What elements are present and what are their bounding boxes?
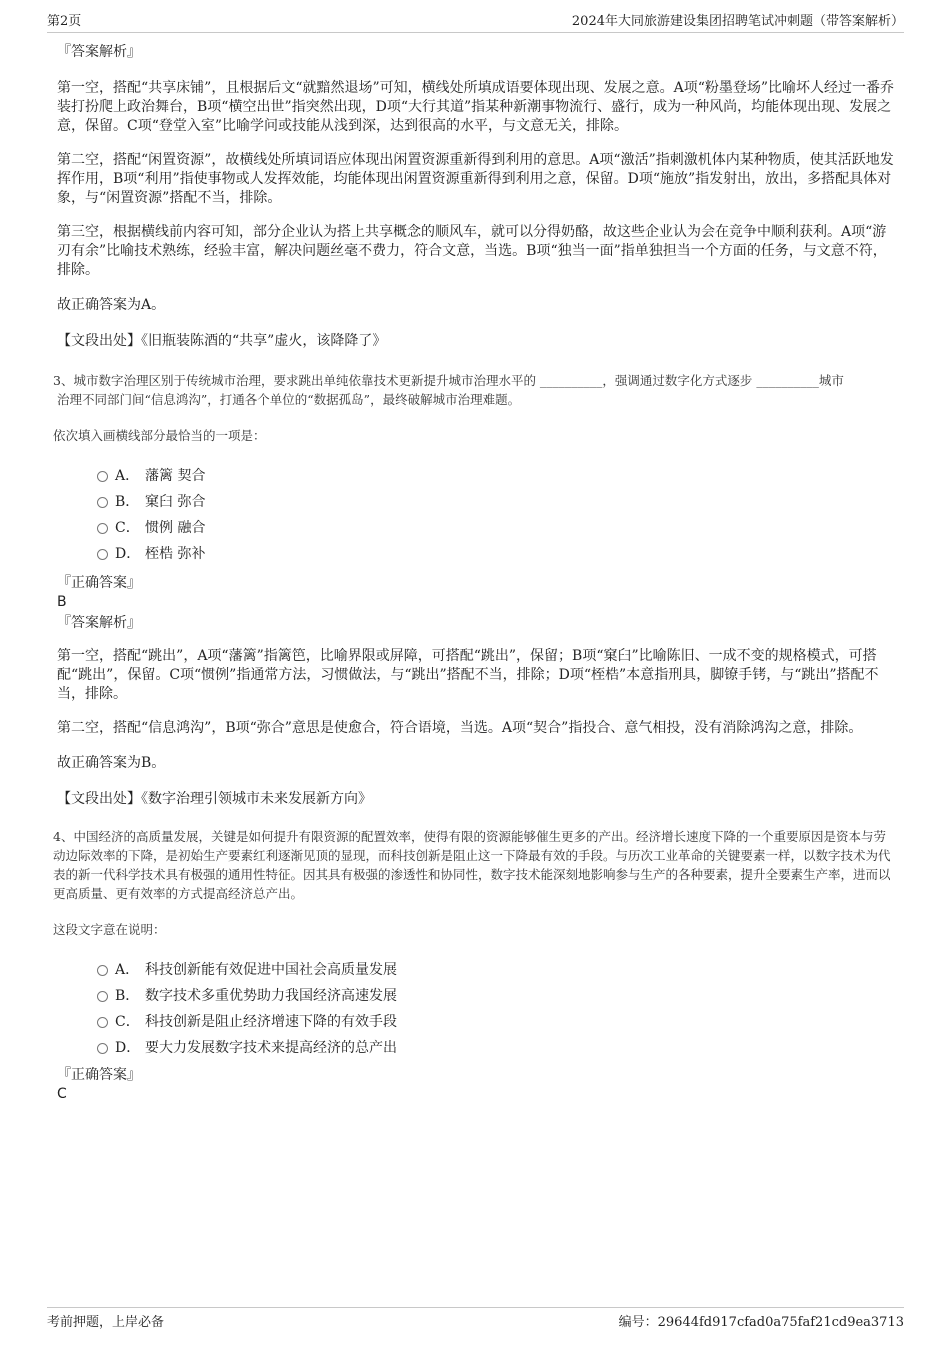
option-text: 窠臼 弥合 xyxy=(145,494,206,510)
page-footer xyxy=(47,1307,904,1332)
question-4 xyxy=(53,827,897,1103)
radio-button[interactable] xyxy=(97,1017,108,1028)
correct-answer: C xyxy=(57,1086,67,1102)
analysis-paragraph: 第二空，搭配“闲置资源”，故横线处所填词语应体现出闲置资源重新得到利用的意思。A项“激活”指刺激机体内某种物质，使其活跃地发挥作用，B项“利用”指使事物或人发挥效能，均能体现出闲置资源重新得到利用之意，保留。D项“施放”指发射出，放出，多搭配具体对象，与“闲置资源”搭配不当，排除。 xyxy=(57,152,894,206)
option-a[interactable]: A． 科技创新能有效促进中国社会高质量发展 xyxy=(57,957,897,983)
radio-button[interactable] xyxy=(97,523,108,534)
option-c[interactable]: C． 惯例 融合 xyxy=(57,515,897,541)
option-text: 科技创新能有效促进中国社会高质量发展 xyxy=(145,962,397,978)
correct-answer-label: 『正确答案』 xyxy=(57,1067,141,1083)
radio-button[interactable] xyxy=(97,991,108,1002)
analysis-paragraph: 第二空，搭配“信息鸿沟”，B项“弥合”意思是使愈合，符合语境，当选。A项“契合”指投合、意气相投，没有消除鸿沟之意，排除。 xyxy=(57,720,863,736)
option-text: 惯例 融合 xyxy=(145,520,206,536)
analysis-paragraph: 第三空，根据横线前内容可知，部分企业认为搭上共享概念的顺风车，就可以分得奶酪，故这些企业认为会在竞争中顺利获利。A项“游刃有余”比喻技术熟练，经验丰富，解决问题丝毫不费力，符合文意，当选。B项“独当一面”指单独担当一个方面的任务，与文意不符，排除。 xyxy=(57,224,887,278)
option-b[interactable]: B． 数字技术多重优势助力我国经济高速发展 xyxy=(57,983,897,1009)
option-b[interactable]: B． 窠臼 弥合 xyxy=(57,489,897,515)
option-text: 藩篱 契合 xyxy=(145,468,206,484)
option-list xyxy=(57,463,897,567)
radio-button[interactable] xyxy=(97,549,108,560)
option-c[interactable]: C． 科技创新是阻止经济增速下降的有效手段 xyxy=(57,1009,897,1035)
document-serial: 编号：29644fd917cfad0a75faf21cd9ea3713 xyxy=(618,1315,904,1330)
analysis-label: 『答案解析』 xyxy=(57,615,141,631)
question-stem: 4、中国经济的高质量发展，关键是如何提升有限资源的配置效率，使得有限的资源能够催生更多的产出。经济增长速度下降的一个重要原因是资本与劳动边际效率的下降，是初始生产要素红利逐渐见顶的显现，而科技创新是阻止这一下降最有效的手段。与历次工业革命的关键要素一样，以数字技术为代表的新一代科学技术具有极强的通用性特征。因其具有极强的渗透性和协同性，数字技术能深刻地影响参与生产的各种要素，提升全要素生产率，进而以更高质量、更有效率的方式提高经济总产出。 xyxy=(53,829,891,901)
question-instruction: 这段文字意在说明： xyxy=(53,922,166,937)
analysis-paragraph: 第一空，搭配“共享床铺”，且根据后文“就黯然退场”可知，横线处所填成语要体现出现、发展之意。A项“粉墨登场”比喻坏人经过一番乔装打扮爬上政治舞台，B项“横空出世”指突然出现，D项“大行其道”指某种新潮事物流行、盛行，成为一种风尚，均能体现出现、发展之意，保留。C项“登堂入室”比喻学问或技能从浅到深，达到很高的水平，与文意无关，排除。 xyxy=(57,80,895,134)
option-text: 要大力发展数字技术来提高经济的总产出 xyxy=(145,1040,397,1056)
radio-button[interactable] xyxy=(97,497,108,508)
document-content xyxy=(53,42,897,1103)
question-instruction: 依次填入画横线部分最恰当的一项是： xyxy=(53,428,266,443)
correct-answer: B xyxy=(57,594,67,610)
question-stem: 3、城市数字治理区别于传统城市治理，要求跳出单纯依靠技术更新提升城市治理水平的 __________，强调通过数字化方式逐步 __________城市 xyxy=(53,373,844,388)
source-citation: 【文段出处】《数字治理引领城市未来发展新方向》 xyxy=(57,791,372,807)
option-d[interactable]: D． 要大力发展数字技术来提高经济的总产出 xyxy=(57,1035,897,1061)
option-d[interactable]: D． 桎梏 弥补 xyxy=(57,541,897,567)
page-header xyxy=(47,12,904,33)
answer-conclusion: 故正确答案为A。 xyxy=(57,297,166,313)
radio-button[interactable] xyxy=(97,1043,108,1054)
radio-button[interactable] xyxy=(97,471,108,482)
question-3 xyxy=(53,371,897,809)
radio-button[interactable] xyxy=(97,965,108,976)
option-text: 桎梏 弥补 xyxy=(145,546,206,562)
source-citation: 【文段出处】《旧瓶装陈酒的“共享”虚火，该降降了》 xyxy=(57,333,387,349)
option-list xyxy=(57,957,897,1061)
correct-answer-label: 『正确答案』 xyxy=(57,575,141,591)
analysis-label: 『答案解析』 xyxy=(57,44,141,60)
question-stem: 治理不同部门间“信息鸿沟”，打通各个单位的“数据孤岛”，最终破解城市治理难题。 xyxy=(57,392,521,407)
option-text: 数字技术多重优势助力我国经济高速发展 xyxy=(145,988,397,1004)
answer-conclusion: 故正确答案为B。 xyxy=(57,755,166,771)
page-number: 第2页 xyxy=(47,14,82,29)
option-text: 科技创新是阻止经济增速下降的有效手段 xyxy=(145,1014,397,1030)
option-a[interactable]: A． 藩篱 契合 xyxy=(57,463,897,489)
document-title: 2024年大同旅游建设集团招聘笔试冲刺题（带答案解析） xyxy=(571,14,904,29)
footer-slogan: 考前押题，上岸必备 xyxy=(47,1315,165,1330)
analysis-paragraph: 第一空，搭配“跳出”，A项“藩篱”指篱笆，比喻界限或屏障，可搭配“跳出”，保留；B项“窠臼”比喻陈旧、一成不变的规格模式，可搭配“跳出”，保留。C项“惯例”指通常方法，习惯做法，与“跳出”搭配不当，排除；D项“桎梏”本意指刑具，脚镣手铐，与“跳出”搭配不当，排除。 xyxy=(57,648,879,702)
